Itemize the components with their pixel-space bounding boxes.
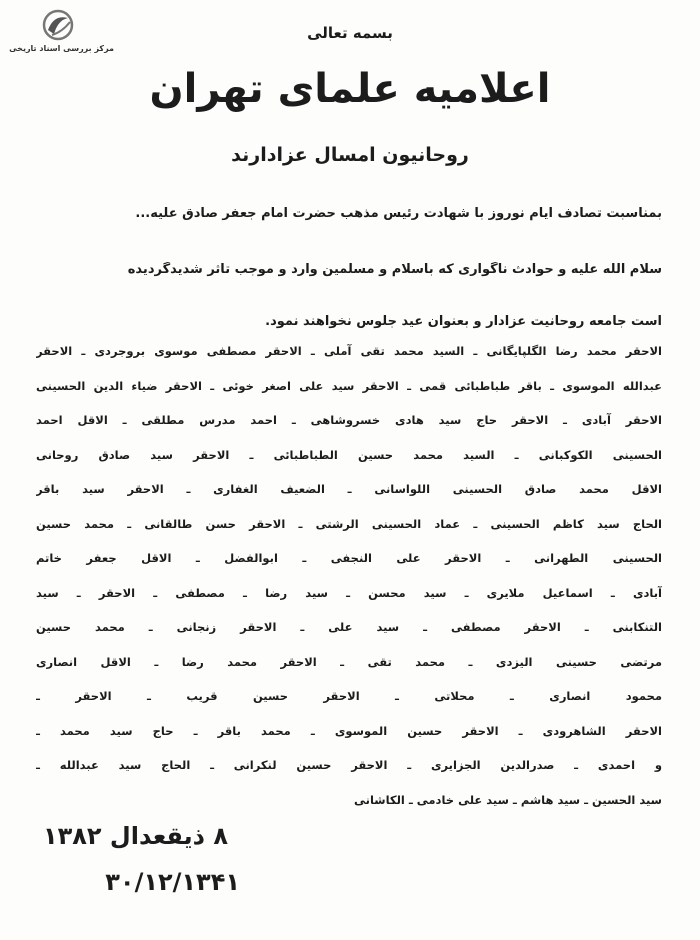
signatory-line: و احمدی ـ صدرالدین الجزایری ـ الاحقر حسین لنکرانی ـ الحاج سید عبدالله ـ: [36, 758, 662, 772]
signatory-line: الاحقر آبادی ـ الاحقر حاج سید هادی خسروشاهی ـ احمد مدرس مطلقی ـ الاقل احمد: [36, 413, 662, 427]
intro-line-1: بمناسبت تصادف ایام نوروز با شهادت رئیس مذهب حضرت امام جعفر صادق علیه...: [135, 206, 662, 221]
signatory-line: الحسینی الکوکبانی ـ السید محمد حسین الطباطبائی ـ الاحقر سید صادق روحانی: [36, 447, 662, 462]
signatory-line: الحسینی الطهرانی ـ الاحقر علی النجفی ـ ابوالفضل ـ الاقل جعفر خاتم: [36, 551, 662, 565]
signatory-line: الاحقر محمد رضا الگلپایگانی ـ السید محمد تقی آملی ـ الاحقر مصطفی موسوی بروجردی ـ الاحقر: [36, 344, 662, 358]
intro-line-3: است جامعه روحانیت عزادار و بعنوان عید جلوس نخواهند نمود.: [265, 314, 662, 329]
signatory-line: الحاج سید کاظم الحسینی ـ عماد الحسینی الرشتی ـ الاحقر حسن طالقانی ـ محمد حسین: [36, 516, 662, 531]
signatory-line: التنکابنی ـ الاحقر مصطفی ـ سید علی ـ الاحقر زنجانی ـ محمد حسین: [36, 620, 662, 634]
signatory-line: سید الحسین ـ سید هاشم ـ سید علی خادمی ـ الکاشانی: [354, 792, 662, 807]
signatory-line: الاحقر الشاهرودی ـ الاحقر حسین الموسوی ـ محمد باقر ـ حاج سید محمد ـ: [36, 723, 662, 738]
page-title: اعلامیه علمای تهران: [149, 66, 551, 112]
signatory-line: محمود انصاری ـ محلاتی ـ الاحقر حسین قریب ـ الاحقر ـ: [36, 689, 662, 703]
signatory-line: الاقل محمد صادق الحسینی اللواسانی ـ الضعیف الغفاری ـ الاحقر سید باقر: [36, 482, 662, 496]
signatory-line: آبادی ـ اسماعیل ملایری ـ سید محسن ـ سید رضا ـ مصطفی ـ الاحقر ـ سید: [36, 585, 662, 600]
hijri-date: ۸ ذیقعدال ۱۳۸۲: [42, 822, 228, 850]
signatory-line: عبدالله الموسوی ـ باقر طباطبائی قمی ـ الاحقر سید علی اصغر خوئی ـ الاحقر ضیاء الدین الحسینی: [36, 378, 662, 393]
solar-date: ۳۰/۱۲/۱۳۴۱: [105, 868, 240, 896]
page-subtitle: روحانیون امسال عزادارند: [231, 144, 469, 166]
signatory-line: مرتضی حسینی الیزدی ـ محمد تقی ـ الاحقر محمد رضا ـ الاقل انصاری: [36, 654, 662, 669]
intro-line-2: سلام الله علیه و حوادث ناگواری که باسلام و مسلمین وارد و موجب تاثر شدیدگردیده: [127, 262, 662, 277]
signatories-list: [36, 344, 662, 827]
basmala-heading: بسمه تعالی: [307, 24, 393, 42]
logo-caption: مرکز بررسی اسناد تاریخی: [9, 44, 114, 53]
